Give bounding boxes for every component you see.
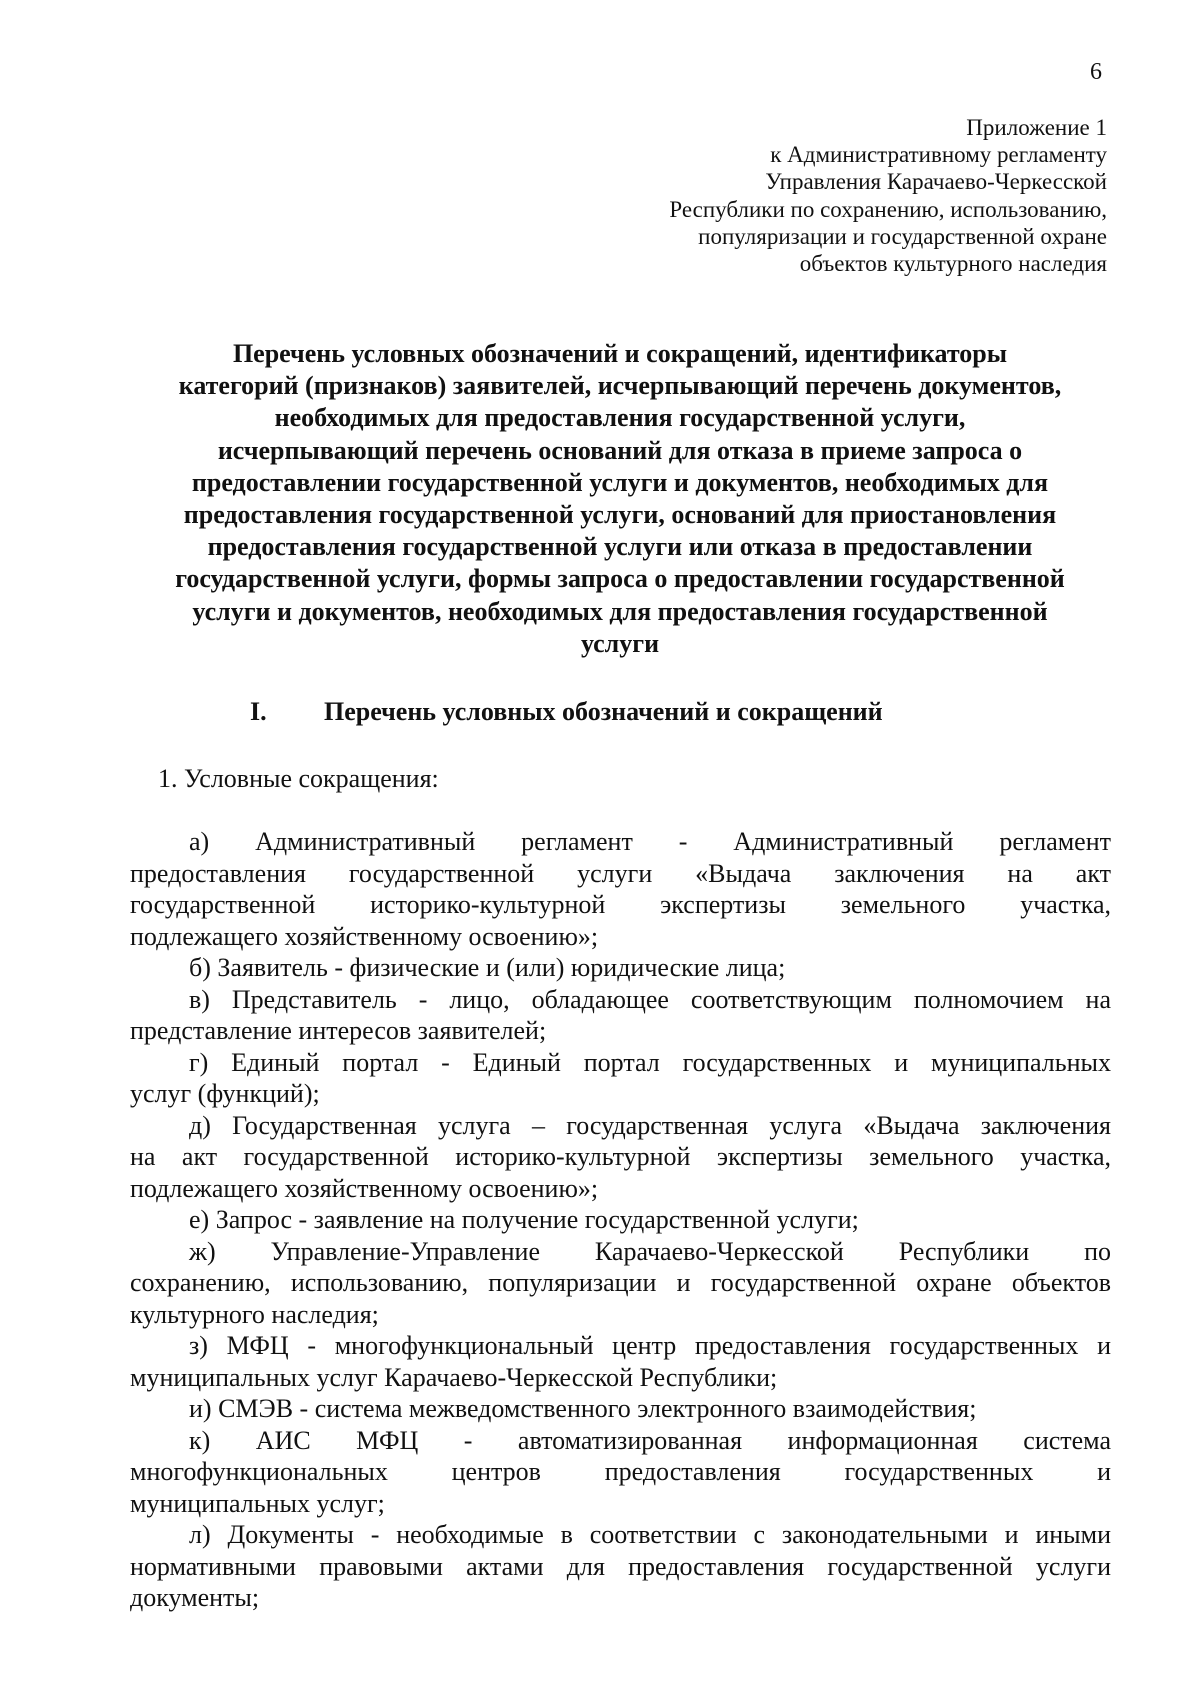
- appendix-line: Управления Карачаево-Черкесской: [765, 169, 1107, 195]
- title-line: услуги: [580, 628, 660, 658]
- item-line: з) МФЦ - многофункциональный центр предоставления государственных и: [189, 1331, 1111, 1360]
- item-line: нормативными правовыми актами для предоставления государственной услуги: [130, 1551, 1111, 1581]
- abbreviation-item: [130, 1204, 1111, 1236]
- appendix-line: объектов культурного наследия: [799, 251, 1107, 277]
- item-line: л) Документы - необходимые в соответствии с законодательными и иными: [189, 1520, 1111, 1549]
- item-line: подлежащего хозяйственному освоению»;: [130, 1173, 599, 1203]
- abbreviation-item: [130, 952, 1111, 984]
- item-line: и) СМЭВ - система межведомственного электронного взаимодействия;: [189, 1394, 977, 1423]
- abbreviations-list: [130, 826, 1111, 1614]
- abbreviation-item: [130, 1425, 1111, 1520]
- item-line: д) Государственная услуга – государственная услуга «Выдача заключения: [189, 1110, 1111, 1140]
- item-line: ж) Управление-Управление Карачаево-Черкесской Республики по: [189, 1236, 1111, 1266]
- title-line: услуги и документов, необходимых для предоставления государственной: [192, 596, 1048, 626]
- abbreviation-item: [130, 1519, 1111, 1614]
- section-number: I.: [250, 697, 267, 726]
- item-line: муниципальных услуг Карачаево-Черкесской Республики;: [130, 1362, 778, 1392]
- section-heading: [250, 696, 1050, 728]
- title-line: необходимых для предоставления государственной услуги,: [274, 403, 966, 433]
- item-line: государственной историко-культурной экспертизы земельного участка,: [130, 890, 1111, 919]
- abbreviation-item: [130, 1236, 1111, 1331]
- item-line: документы;: [130, 1583, 260, 1612]
- item-line: предоставления государственной услуги «Выдача заключения на акт: [130, 858, 1111, 888]
- abbreviation-item: [130, 1393, 1111, 1425]
- item-line: в) Представитель - лицо, обладающее соответствующим полномочием на: [189, 984, 1111, 1014]
- item-line: услуг (функций);: [130, 1079, 320, 1108]
- abbreviation-item: [130, 1047, 1111, 1110]
- item-line: к) АИС МФЦ - автоматизированная информационная система: [189, 1425, 1111, 1455]
- section-title: Перечень условных обозначений и сокращений: [324, 697, 883, 726]
- document-title: [128, 338, 1112, 660]
- title-line: государственной услуги, формы запроса о предоставлении государственной: [175, 564, 1065, 594]
- item-line: г) Единый портал - Единый портал государственных и муниципальных: [189, 1047, 1111, 1077]
- item-line: на акт государственной историко-культурной экспертизы земельного участка,: [130, 1142, 1111, 1171]
- item-line: культурного наследия;: [130, 1299, 379, 1329]
- title-line: предоставления государственной услуги, оснований для приостановления: [183, 500, 1057, 530]
- abbreviation-item: [130, 984, 1111, 1047]
- abbreviation-item: [130, 826, 1111, 952]
- item-line: а) Административный регламент - Административный регламент: [189, 827, 1111, 856]
- item-line: муниципальных услуг;: [130, 1488, 385, 1518]
- clause-heading: 1. Условные сокращения:: [158, 764, 439, 793]
- title-line: предоставления государственной услуги или отказа в предоставлении: [207, 532, 1033, 562]
- appendix-line: Республики по сохранению, использованию,: [669, 196, 1107, 222]
- item-line: е) Запрос - заявление на получение государственной услуги;: [189, 1205, 859, 1234]
- item-line: многофункциональных центров предоставления государственных и: [130, 1457, 1111, 1486]
- abbreviation-item: [130, 1110, 1111, 1205]
- title-line: предоставлении государственной услуги и документов, необходимых для: [191, 467, 1049, 497]
- title-line: категорий (признаков) заявителей, исчерпывающий перечень документов,: [178, 371, 1062, 401]
- item-line: б) Заявитель - физические и (или) юридические лица;: [189, 953, 786, 982]
- title-line: исчерпывающий перечень оснований для отказа в приеме запроса о: [217, 435, 1023, 465]
- appendix-line: популяризации и государственной охране: [698, 223, 1107, 249]
- appendix-line: Приложение 1: [966, 115, 1107, 140]
- appendix-line: к Административному регламенту: [770, 142, 1107, 168]
- appendix-header: [567, 114, 1107, 277]
- item-line: представление интересов заявителей;: [130, 1016, 547, 1045]
- abbreviation-item: [130, 1330, 1111, 1393]
- item-line: подлежащего хозяйственному освоению»;: [130, 921, 599, 951]
- page-number: 6: [1090, 59, 1102, 85]
- title-line: Перечень условных обозначений и сокращений, идентификаторы: [232, 339, 1008, 368]
- item-line: сохранению, использованию, популяризации и государственной охране объектов: [130, 1268, 1111, 1297]
